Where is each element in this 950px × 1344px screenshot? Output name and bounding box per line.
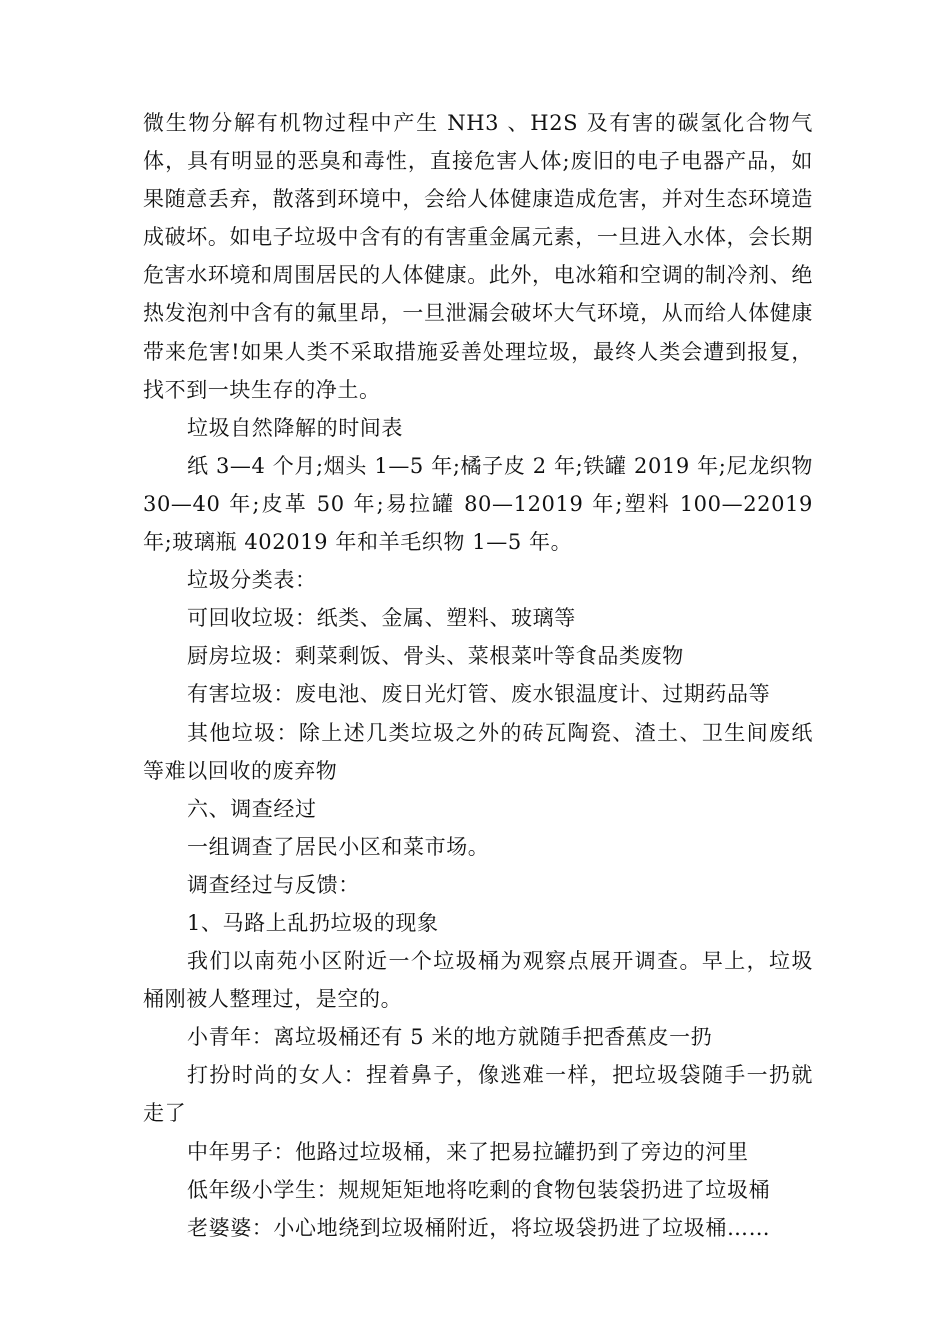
paragraph-classification-heading: 垃圾分类表：: [187, 568, 317, 593]
section-heading-investigation: 六、调查经过: [187, 796, 317, 821]
paragraph-degradation-times: 纸 3—4 个月;烟头 1—5 年;橘子皮 2 年;铁罐 2019 年;尼龙织物 30—40 年;皮革 50 年;易拉罐 80—12019 年;塑料 100—22019 年;玻璃瓶 402019 年和羊毛织物 1—5 年。: [143, 453, 813, 555]
paragraph-old-woman: 老婆婆：小心地绕到垃圾桶附近，将垃圾袋扔进了垃圾桶……: [187, 1215, 771, 1240]
paragraph-recyclable: 可回收垃圾：纸类、金属、塑料、玻璃等: [187, 606, 576, 631]
paragraph-process-feedback: 调查经过与反馈：: [187, 872, 360, 897]
paragraph-observation-point: 我们以南苑小区附近一个垃圾桶为观察点展开调查。早上，垃圾桶刚被人整理过，是空的。: [143, 949, 813, 1012]
paragraph-fashionable-woman: 打扮时尚的女人：捏着鼻子，像逃难一样，把垃圾袋随手一扔就走了: [143, 1063, 813, 1126]
paragraph-young-man: 小青年：离垃圾桶还有 5 米的地方就随手把香蕉皮一扔: [187, 1025, 713, 1050]
document-body: [143, 104, 813, 1247]
paragraph-middle-aged-man: 中年男子：他路过垃圾桶，来了把易拉罐扔到了旁边的河里: [187, 1139, 749, 1164]
paragraph-degradation-heading: 垃圾自然降解的时间表: [187, 415, 403, 440]
paragraph-pupil: 低年级小学生：规规矩矩地将吃剩的食物包装袋扔进了垃圾桶: [187, 1177, 771, 1202]
paragraph-hazardous-waste: 有害垃圾：废电池、废日光灯管、废水银温度计、过期药品等: [187, 682, 771, 707]
subheading-littering: 1、马路上乱扔垃圾的现象: [187, 910, 439, 935]
paragraph-group-one: 一组调查了居民小区和菜市场。: [187, 834, 490, 859]
paragraph-kitchen-waste: 厨房垃圾：剩菜剩饭、骨头、菜根菜叶等食品类废物: [187, 644, 684, 669]
paragraph-pollution-hazards: 微生物分解有机物过程中产生 NH3 、H2S 及有害的碳氢化合物气体，具有明显的恶臭和毒性，直接危害人体;废旧的电子电器产品，如果随意丢弃，散落到环境中，会给人体健康造成危害，并对生态环境造成破坏。如电子垃圾中含有的有害重金属元素，一旦进入水体，会长期危害水环境和周围居民的人体健康。此外，电冰箱和空调的制冷剂、绝热发泡剂中含有的氟里昂，一旦泄漏会破坏大气环境，从而给人体健康带来危害!如果人类不采取措施妥善处理垃圾，最终人类会遭到报复，找不到一块生存的净土。: [143, 111, 813, 402]
paragraph-other-waste: 其他垃圾：除上述几类垃圾之外的砖瓦陶瓷、渣土、卫生间废纸等难以回收的废弃物: [143, 720, 813, 783]
